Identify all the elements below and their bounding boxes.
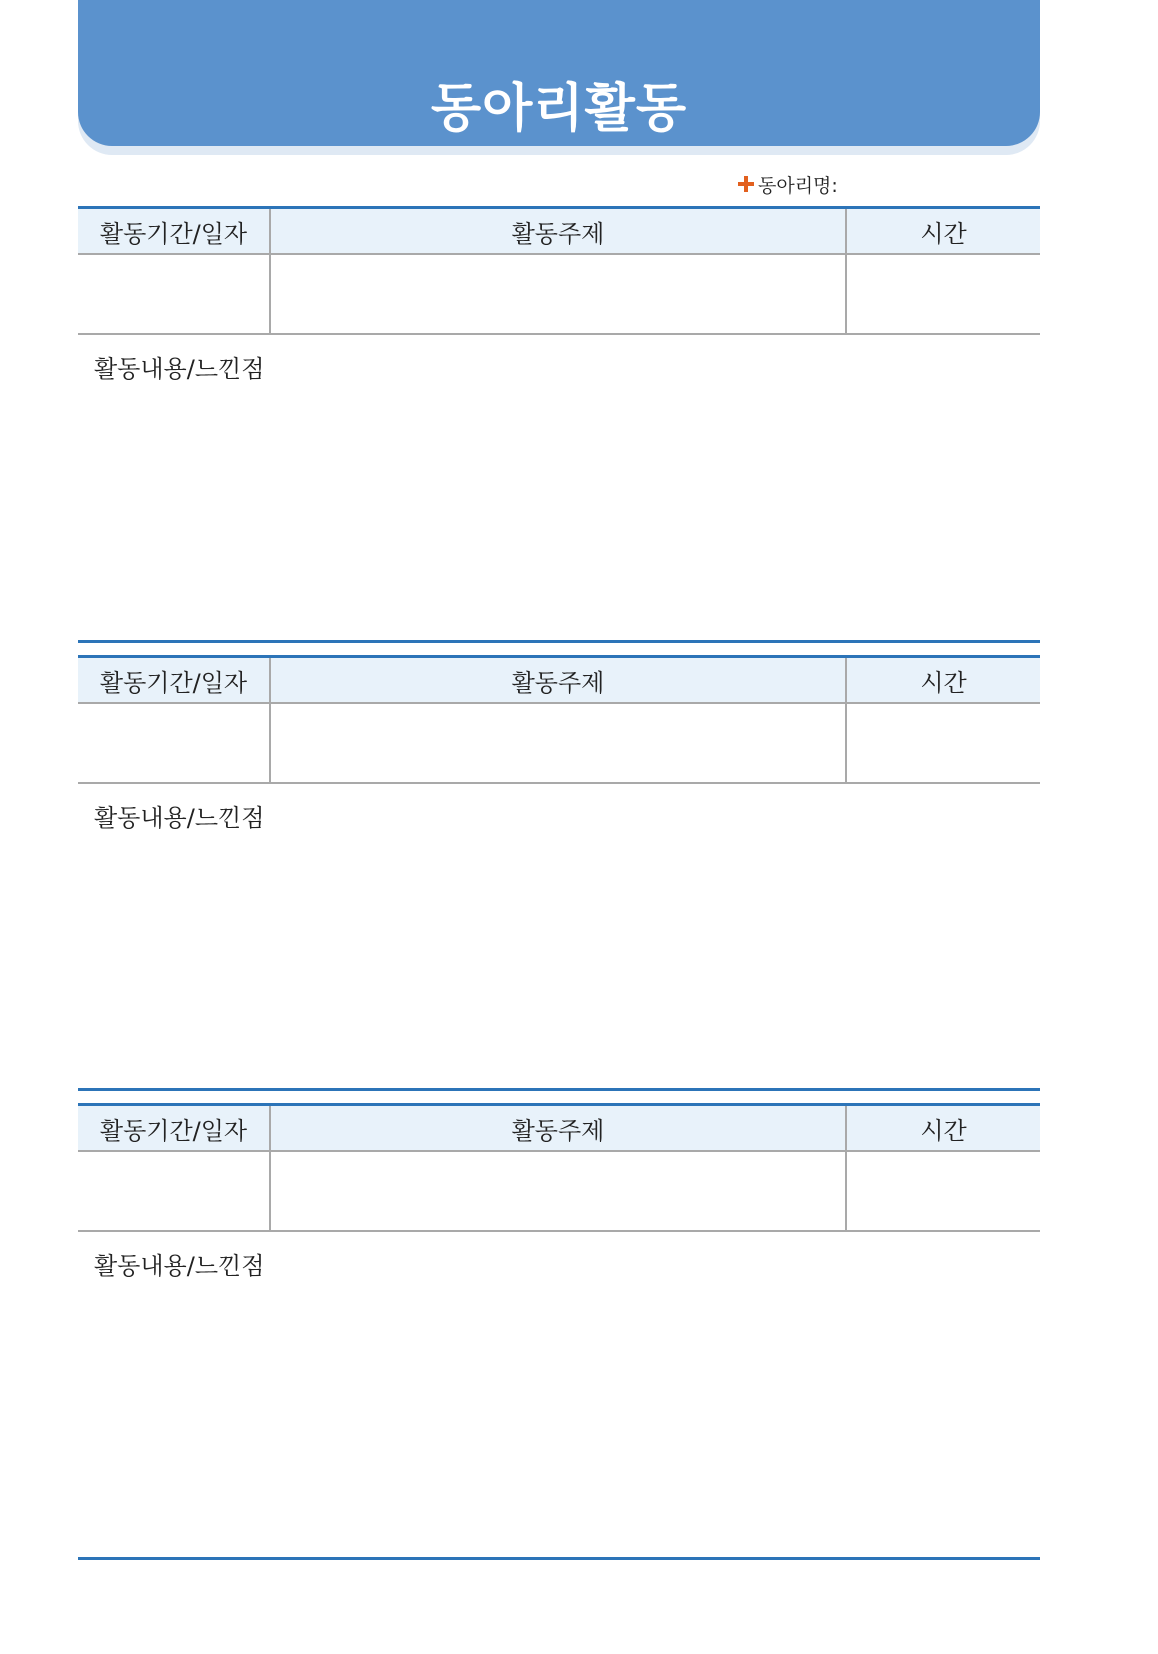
table-row	[78, 1151, 1040, 1231]
section-divider	[78, 1088, 1040, 1091]
topic-header: 활동주제	[270, 657, 846, 704]
topic-cell[interactable]	[270, 1151, 846, 1231]
time-cell[interactable]	[846, 703, 1040, 783]
table-row	[78, 703, 1040, 783]
page-title: 동아리활동	[430, 79, 688, 139]
plus-icon	[738, 176, 754, 192]
period-header: 활동기간/일자	[78, 1105, 270, 1152]
topic-header: 활동주제	[270, 1105, 846, 1152]
period-cell[interactable]	[78, 1151, 270, 1231]
activity-info-table	[78, 206, 1040, 335]
time-cell[interactable]	[846, 254, 1040, 334]
table-row	[78, 254, 1040, 334]
club-name-label: 동아리명:	[758, 174, 838, 197]
topic-cell[interactable]	[270, 254, 846, 334]
content-label: 활동내용/느낀점	[94, 804, 265, 832]
content-label: 활동내용/느낀점	[94, 355, 265, 383]
activity-section-2	[78, 655, 1040, 833]
table-header-row	[78, 208, 1040, 255]
table-header-row	[78, 657, 1040, 704]
time-header: 시간	[846, 208, 1040, 255]
period-cell[interactable]	[78, 703, 270, 783]
activity-info-table	[78, 655, 1040, 784]
time-header: 시간	[846, 657, 1040, 704]
period-header: 활동기간/일자	[78, 657, 270, 704]
time-cell[interactable]	[846, 1151, 1040, 1231]
topic-header: 활동주제	[270, 208, 846, 255]
period-cell[interactable]	[78, 254, 270, 334]
section-divider	[78, 640, 1040, 643]
activity-section-1	[78, 206, 1040, 384]
activity-info-table	[78, 1103, 1040, 1232]
table-header-row	[78, 1105, 1040, 1152]
club-name-row	[738, 170, 838, 198]
period-header: 활동기간/일자	[78, 208, 270, 255]
content-label: 활동내용/느낀점	[94, 1252, 265, 1280]
time-header: 시간	[846, 1105, 1040, 1152]
activity-section-3	[78, 1103, 1040, 1281]
section-divider	[78, 1557, 1040, 1560]
topic-cell[interactable]	[270, 703, 846, 783]
header-banner	[78, 0, 1040, 146]
